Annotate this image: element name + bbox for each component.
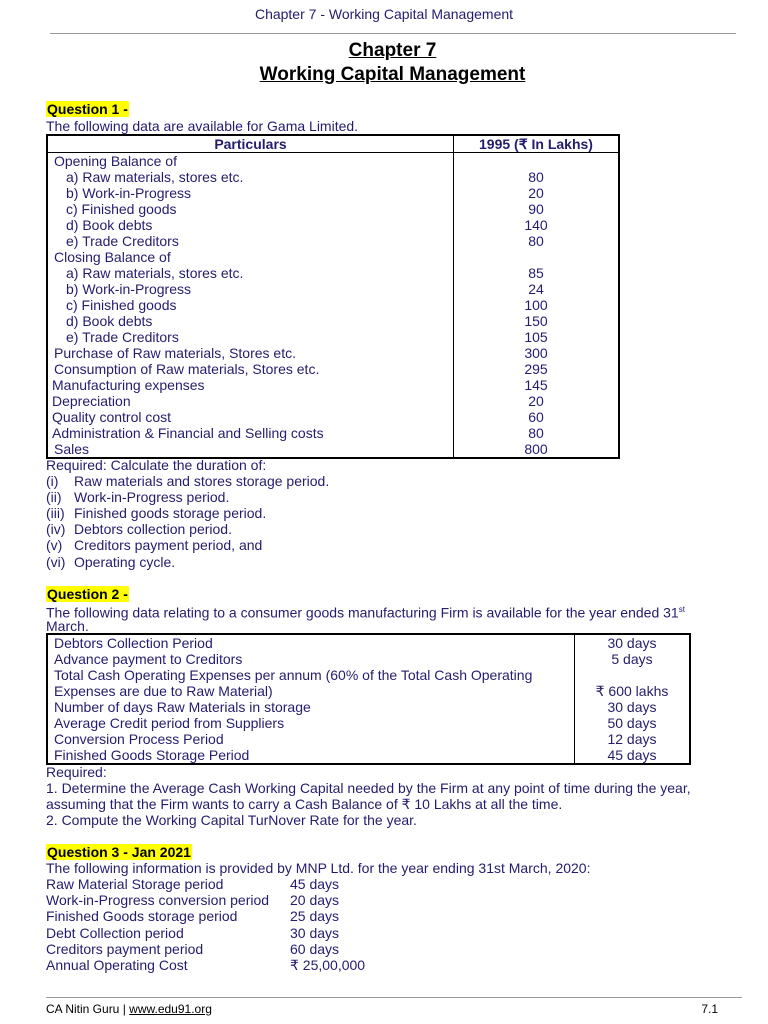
question-2-required [46, 764, 691, 828]
description-cell: Average Credit period from Suppliers [47, 715, 575, 731]
list-item [46, 892, 365, 908]
particulars-cell: Consumption of Raw materials, Stores etc. [47, 361, 454, 377]
footer-link[interactable]: www.edu91.org [129, 1002, 212, 1016]
table-row [47, 425, 619, 441]
list-item [46, 941, 365, 957]
particulars-cell: d) Book debts [47, 313, 454, 329]
list-marker: (iv) [46, 521, 66, 538]
particulars-cell: Opening Balance of [47, 153, 454, 170]
question-1-intro: The following data are available for Gama Limited. [46, 118, 359, 134]
list-item [46, 473, 329, 489]
required-label: Required: [46, 764, 107, 780]
table-row [47, 747, 690, 764]
required-item-1: 1. Determine the Average Cash Working Capital needed by the Firm at any point of time during the year, [46, 780, 691, 797]
list-marker: (i) [46, 473, 59, 490]
amount-cell [454, 249, 620, 265]
value-cell: 30 days [575, 699, 691, 715]
table-row [47, 313, 619, 329]
amount-cell: 800 [454, 441, 620, 458]
amount-cell: 60 [454, 409, 620, 425]
particulars-cell: Closing Balance of [47, 249, 454, 265]
column-header-particulars: Particulars [47, 135, 454, 153]
particulars-cell: Purchase of Raw materials, Stores etc. [47, 345, 454, 361]
amount-cell: 20 [454, 185, 620, 201]
table-row [47, 393, 619, 409]
question-2-label: Question 2 - [47, 586, 128, 602]
list-text: Finished goods storage period. [74, 505, 267, 522]
amount-cell: 300 [454, 345, 620, 361]
table-row [47, 731, 690, 747]
footer-credit [46, 1002, 212, 1016]
chapter-number: Chapter 7 [348, 40, 437, 61]
column-header-year: 1995 (₹ In Lakhs) [454, 135, 620, 153]
particulars-cell: c) Finished goods [47, 297, 454, 313]
table-row [47, 281, 619, 297]
item-value: 25 days [290, 908, 340, 925]
description-cell: Advance payment to Creditors [47, 651, 575, 667]
question-1-required [46, 457, 329, 570]
amount-cell: 145 [454, 377, 620, 393]
table-row [47, 409, 619, 425]
table-row [47, 377, 619, 393]
footer-author: CA Nitin Guru | [46, 1002, 130, 1016]
amount-cell: 295 [454, 361, 620, 377]
particulars-cell: a) Raw materials, stores etc. [47, 265, 454, 281]
question-3-data [46, 876, 365, 973]
value-cell: 12 days [575, 731, 691, 747]
list-item [46, 908, 365, 924]
particulars-cell: c) Finished goods [47, 201, 454, 217]
table-row [47, 297, 619, 313]
list-text: Creditors payment period, and [74, 537, 263, 554]
particulars-cell: e) Trade Creditors [47, 329, 454, 345]
amount-cell: 80 [454, 169, 620, 185]
item-label: Annual Operating Cost [46, 957, 188, 974]
particulars-cell: b) Work-in-Progress [47, 185, 454, 201]
table-row [47, 651, 690, 667]
required-item-2: 2. Compute the Working Capital TurNover Rate for the year. [46, 812, 417, 829]
list-text: Debtors collection period. [74, 521, 232, 538]
value-cell: 5 days [575, 651, 691, 667]
item-label: Creditors payment period [46, 940, 204, 957]
list-text: Work-in-Progress period. [74, 489, 230, 506]
chapter-title: Working Capital Management [259, 64, 526, 85]
list-marker: (ii) [46, 489, 62, 506]
list-item [46, 521, 329, 537]
question-2-intro-cont: March. [46, 618, 89, 634]
description-cell: Finished Goods Storage Period [47, 747, 575, 764]
description-cell: Debtors Collection Period [47, 634, 575, 651]
item-label: Work-in-Progress conversion period [46, 892, 270, 909]
amount-cell: 20 [454, 393, 620, 409]
list-item [46, 489, 329, 505]
item-value: ₹ 25,00,000 [290, 957, 366, 974]
particulars-cell: Quality control cost [47, 409, 454, 425]
item-label: Raw Material Storage period [46, 876, 224, 892]
table-row [47, 441, 619, 458]
value-cell: 45 days [575, 747, 691, 764]
amount-cell [454, 153, 620, 170]
amount-cell: 24 [454, 281, 620, 297]
table-row [47, 217, 619, 233]
list-item [46, 925, 365, 941]
amount-cell: 105 [454, 329, 620, 345]
value-cell: 50 days [575, 715, 691, 731]
amount-cell: 80 [454, 425, 620, 441]
amount-cell: 150 [454, 313, 620, 329]
amount-cell: 85 [454, 265, 620, 281]
particulars-cell: Depreciation [47, 393, 454, 409]
item-value: 60 days [290, 940, 340, 957]
running-header: Chapter 7 - Working Capital Management [254, 6, 514, 22]
description-cell: Conversion Process Period [47, 731, 575, 747]
header-divider [50, 33, 736, 34]
required-intro: Required: Calculate the duration of: [46, 457, 267, 473]
table-row [47, 233, 619, 249]
table-row [47, 715, 690, 731]
table-row [47, 329, 619, 345]
particulars-cell: Manufacturing expenses [47, 377, 454, 393]
table-row [47, 683, 690, 699]
value-cell [575, 667, 691, 683]
particulars-cell: a) Raw materials, stores etc. [47, 169, 454, 185]
table-row [47, 265, 619, 281]
amount-cell: 90 [454, 201, 620, 217]
list-item [46, 957, 365, 973]
table-row [47, 153, 619, 170]
question-2-table [46, 633, 691, 765]
value-cell: ₹ 600 lakhs [575, 683, 691, 699]
value-cell: 30 days [575, 634, 691, 651]
table-row [47, 185, 619, 201]
table-row [47, 169, 619, 185]
item-value: 30 days [290, 924, 340, 941]
table-row [47, 361, 619, 377]
table-row [47, 345, 619, 361]
table-row [47, 667, 690, 683]
description-cell: Number of days Raw Materials in storage [47, 699, 575, 715]
amount-cell: 100 [454, 297, 620, 313]
amount-cell: 140 [454, 217, 620, 233]
list-item [46, 876, 365, 892]
list-marker: (iii) [46, 505, 65, 522]
amount-cell: 80 [454, 233, 620, 249]
item-value: 20 days [290, 892, 340, 909]
item-value: 45 days [290, 876, 340, 892]
table-row [47, 249, 619, 265]
table-row [47, 699, 690, 715]
list-text: Operating cycle. [74, 553, 176, 570]
particulars-cell: Administration & Financial and Selling costs [47, 425, 454, 441]
list-marker: (v) [46, 537, 63, 554]
table-row [47, 634, 690, 651]
particulars-cell: e) Trade Creditors [47, 233, 454, 249]
particulars-cell: b) Work-in-Progress [47, 281, 454, 297]
list-item [46, 554, 329, 570]
table-row [47, 201, 619, 217]
item-label: Finished Goods storage period [46, 908, 238, 925]
particulars-cell: Sales [47, 441, 454, 458]
required-item-1-cont: assuming that the Firm wants to carry a Cash Balance of ₹ 10 Lakhs at all the time. [46, 796, 563, 813]
question-1-table [46, 134, 620, 459]
list-item [46, 537, 329, 553]
description-cell: Total Cash Operating Expenses per annum (60% of the Total Cash Operating [47, 667, 575, 683]
question-3-label: Question 3 - Jan 2021 [47, 844, 191, 860]
page-number: 7.1 [701, 1002, 718, 1016]
description-cell: Expenses are due to Raw Material) [47, 683, 575, 699]
question-2-intro: The following data relating to a consumer goods manufacturing Firm is available for the year ended 31st [46, 604, 685, 621]
footer-divider [46, 997, 742, 998]
question-3-intro: The following information is provided by MNP Ltd. for the year ending 31st March, 2020: [46, 860, 591, 876]
list-marker: (vi) [46, 553, 66, 570]
question-1-label: Question 1 - [47, 101, 128, 117]
list-text: Raw materials and stores storage period. [74, 473, 330, 490]
particulars-cell: d) Book debts [47, 217, 454, 233]
list-item [46, 505, 329, 521]
item-label: Debt Collection period [46, 924, 184, 941]
